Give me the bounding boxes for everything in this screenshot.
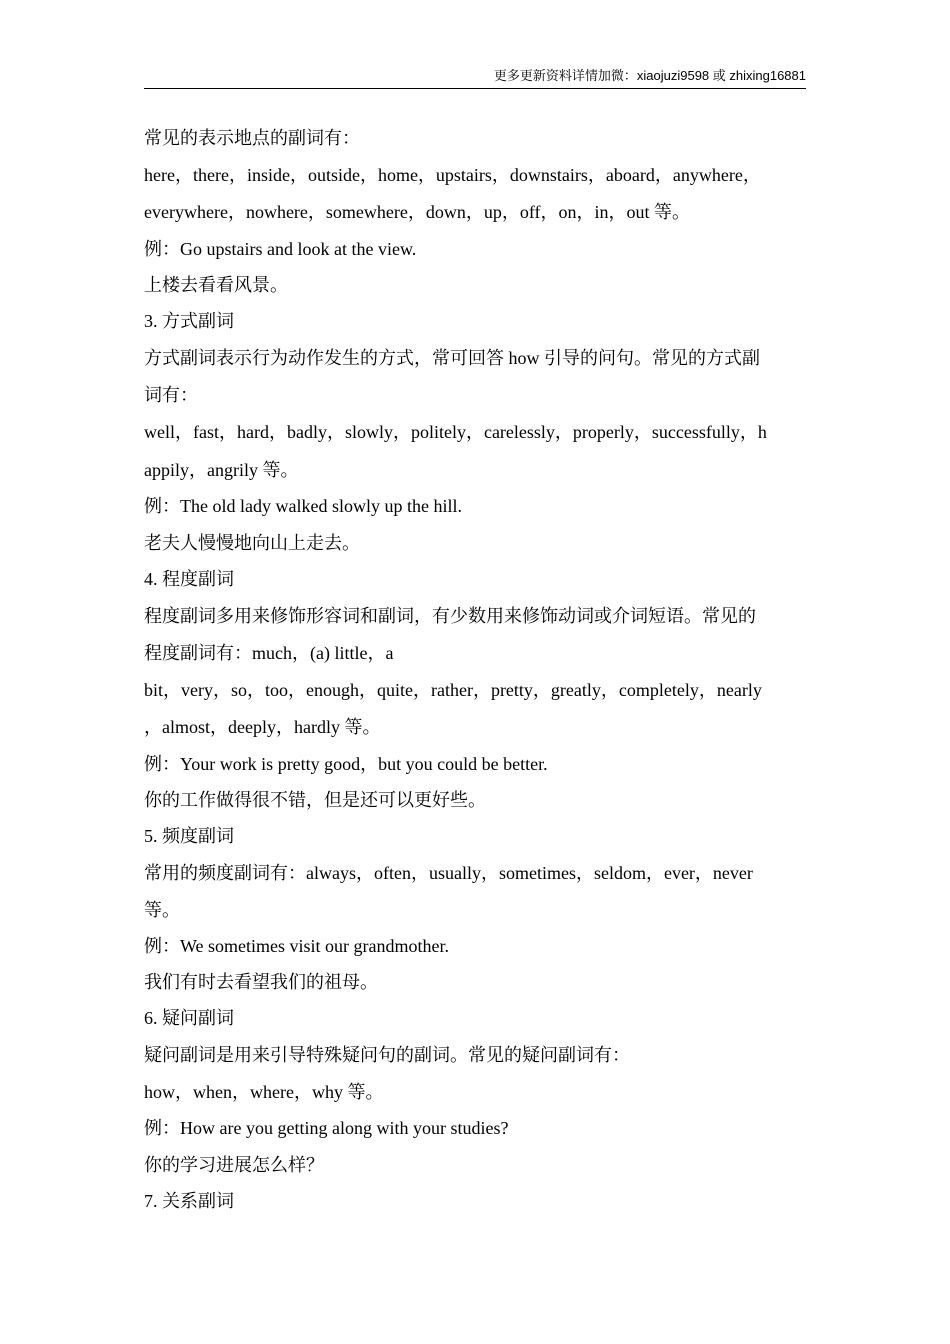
text-line: 例：Your work is pretty good，but you could be better. [144,754,548,774]
text-line: bit，very，so，too，enough，quite，rather，pretty，greatly，completely，nearly [144,680,762,700]
section-heading: 7. 关系副词 [144,1191,234,1211]
text-line: 例：We sometimes visit our grandmother. [144,936,450,956]
text-line: 方式副词表示行为动作发生的方式，常可回答 how 引导的问句。常见的方式副 [144,348,760,368]
text-line: 例：The old lady walked slowly up the hill. [144,496,462,516]
text-line: everywhere，nowhere，somewhere，down，up，off，on，in，out 等。 [144,202,691,222]
text-line: well，fast，hard，badly，slowly，politely，carelessly，properly，successfully，h [144,422,767,442]
text-line: how，when，where，why 等。 [144,1082,384,1102]
text-line: 程度副词多用来修饰形容词和副词，有少数用来修饰动词或介词短语。常见的 [144,606,756,626]
text-line: 例：How are you getting along with your studies? [144,1118,509,1138]
text-line: 例：Go upstairs and look at the view. [144,239,417,259]
text-line: 等。 [144,900,180,920]
section-heading: 4. 程度副词 [144,569,234,589]
text-line: 老夫人慢慢地向山上走去。 [144,533,360,553]
text-line: 程度副词有：much，(a) little，a [144,643,394,663]
text-line: appily，angrily 等。 [144,460,299,480]
page-header [144,66,806,89]
text-line: 你的工作做得很不错，但是还可以更好些。 [144,790,486,810]
text-line: 疑问副词是用来引导特殊疑问句的副词。常见的疑问副词有： [144,1045,630,1065]
text-line: 你的学习进展怎么样？ [144,1155,324,1175]
section-heading: 6. 疑问副词 [144,1008,234,1028]
text-line: ，almost，deeply，hardly 等。 [144,717,381,737]
section-heading: 3. 方式副词 [144,311,234,331]
section-heading: 5. 频度副词 [144,826,234,846]
text-line: 上楼去看看风景。 [144,275,288,295]
header-text: 更多更新资料详情加微：xiaojuzi9598 或 zhixing16881 [493,68,806,83]
text-line: 我们有时去看望我们的祖母。 [144,972,378,992]
text-line: here，there，inside，outside，home，upstairs，downstairs，aboard，anywhere， [144,165,761,185]
text-line: 词有： [144,385,198,405]
text-line: 常见的表示地点的副词有： [144,128,360,148]
text-line: 常用的频度副词有：always，often，usually，sometimes，seldom，ever，never [144,863,753,883]
